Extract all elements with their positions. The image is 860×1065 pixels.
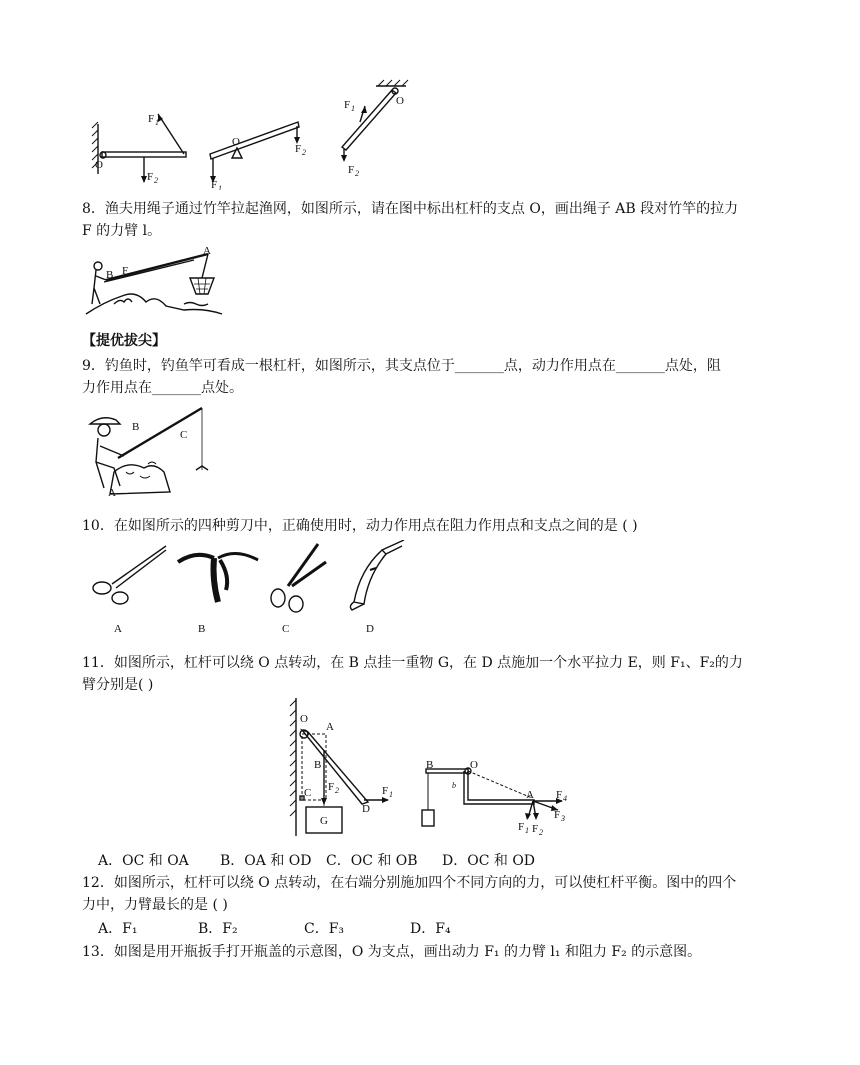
svg-text:2: 2 [335, 786, 339, 795]
svg-text:O: O [95, 159, 103, 171]
svg-text:C: C [282, 623, 290, 635]
svg-text:O: O [300, 713, 308, 725]
q12-option-d: D．F₄ [410, 921, 451, 937]
svg-text:F: F [554, 809, 561, 821]
q13-text: 13．如图是用开瓶扳手打开瓶盖的示意图，O 为支点，画出动力 F₁ 的力臂 l₁ 和阻力 F₂ 的示意图。 [82, 944, 702, 960]
svg-text:1: 1 [389, 790, 393, 799]
svg-text:G: G [320, 815, 328, 827]
top-lever-figures [80, 78, 440, 190]
q8-text-line2: F 的力臂 l。 [82, 223, 162, 239]
svg-text:F: F [328, 781, 335, 793]
svg-text:O: O [232, 136, 240, 148]
q11-option-d: D．OC 和 OD [442, 853, 536, 869]
svg-text:B: B [106, 269, 114, 281]
q9-text-line2: 力作用点在_______点处。 [82, 380, 243, 396]
q11-text-line2: 臂分别是( ) [82, 677, 154, 693]
scissors-b [178, 553, 258, 635]
svg-text:1: 1 [351, 104, 355, 113]
svg-text:2: 2 [302, 148, 306, 157]
q12-text-line2: 力中，力臂最长的是 ( ) [82, 897, 228, 913]
svg-text:2: 2 [539, 828, 543, 837]
svg-text:1: 1 [218, 184, 222, 190]
svg-text:B: B [198, 623, 206, 635]
svg-text:D: D [362, 803, 370, 815]
svg-text:F: F [382, 785, 389, 797]
q11-option-b: B．OA 和 OD [220, 853, 312, 869]
q12-option-a: A．F₁ [98, 921, 138, 937]
svg-text:D: D [366, 623, 374, 635]
svg-text:F: F [518, 821, 525, 833]
svg-text:2: 2 [154, 176, 158, 185]
svg-text:F: F [211, 179, 218, 190]
svg-text:B: B [426, 759, 434, 771]
svg-text:O: O [470, 759, 478, 771]
svg-text:A: A [114, 623, 122, 635]
q11-lever-figure [284, 696, 404, 841]
q10-text: 10．在如图所示的四种剪刀中，正确使用时，动力作用点在阻力作用点和支点之间的是 ( ) [82, 518, 638, 534]
svg-text:4: 4 [563, 794, 567, 803]
q12-text-line1: 12．如图所示，杠杆可以绕 O 点转动，在右端分别施加四个不同方向的力，可以使杠杆平衡。图中的四个 [82, 875, 737, 891]
svg-text:A: A [108, 487, 116, 499]
scissors-c [271, 544, 326, 635]
svg-text:1: 1 [525, 826, 529, 835]
svg-text:1: 1 [155, 118, 159, 127]
q12-option-c: C．F₃ [304, 921, 345, 937]
scissors-d [350, 540, 404, 635]
q10-scissors-figure [86, 540, 416, 640]
svg-text:A: A [326, 721, 334, 733]
q9-fishing-figure [84, 402, 214, 500]
svg-text:A: A [203, 245, 211, 257]
svg-text:F: F [532, 823, 539, 835]
q8-text-line1: 8．渔夫用绳子通过竹竿拉起渔网，如图所示，请在图中标出杠杆的支点 O，画出绳子 AB 段对竹竿的拉力 [82, 201, 739, 217]
svg-text:O: O [396, 95, 404, 107]
svg-text:C: C [304, 787, 312, 799]
section-title: 【提优拔尖】 [82, 333, 166, 349]
q12-lever-figure [416, 752, 576, 842]
q11-option-a: A．OC 和 OA [98, 853, 189, 869]
svg-text:A: A [526, 789, 534, 801]
lever-figure-1 [92, 113, 186, 185]
svg-text:B: B [132, 421, 140, 433]
svg-text:F: F [348, 164, 355, 176]
lever-figure-2 [210, 122, 306, 190]
lever-figure-3 [341, 80, 408, 178]
q8-fisherman-figure [84, 244, 224, 322]
q12-option-b: B．F₂ [198, 921, 238, 937]
scissors-a [93, 546, 166, 635]
svg-text:F: F [147, 171, 154, 183]
svg-text:F: F [344, 99, 351, 111]
svg-text:3: 3 [561, 814, 565, 823]
q9-text-line1: 9．钓鱼时，钓鱼竿可看成一根杠杆，如图所示，其支点位于_______点，动力作用点在_______点处，阻 [82, 358, 721, 374]
q11-text-line1: 11．如图所示，杠杆可以绕 O 点转动，在 B 点挂一重物 G，在 D 点施加一个水平拉力 E，则 F₁、F₂的力 [82, 655, 743, 671]
svg-text:F: F [556, 789, 563, 801]
svg-text:F: F [295, 143, 302, 155]
svg-text:C: C [180, 429, 188, 441]
svg-text:b: b [452, 781, 456, 790]
svg-text:B: B [314, 759, 322, 771]
svg-text:F: F [122, 265, 129, 277]
svg-text:F: F [148, 113, 155, 125]
svg-text:2: 2 [355, 169, 359, 178]
q11-option-c: C．OC 和 OB [326, 853, 418, 869]
